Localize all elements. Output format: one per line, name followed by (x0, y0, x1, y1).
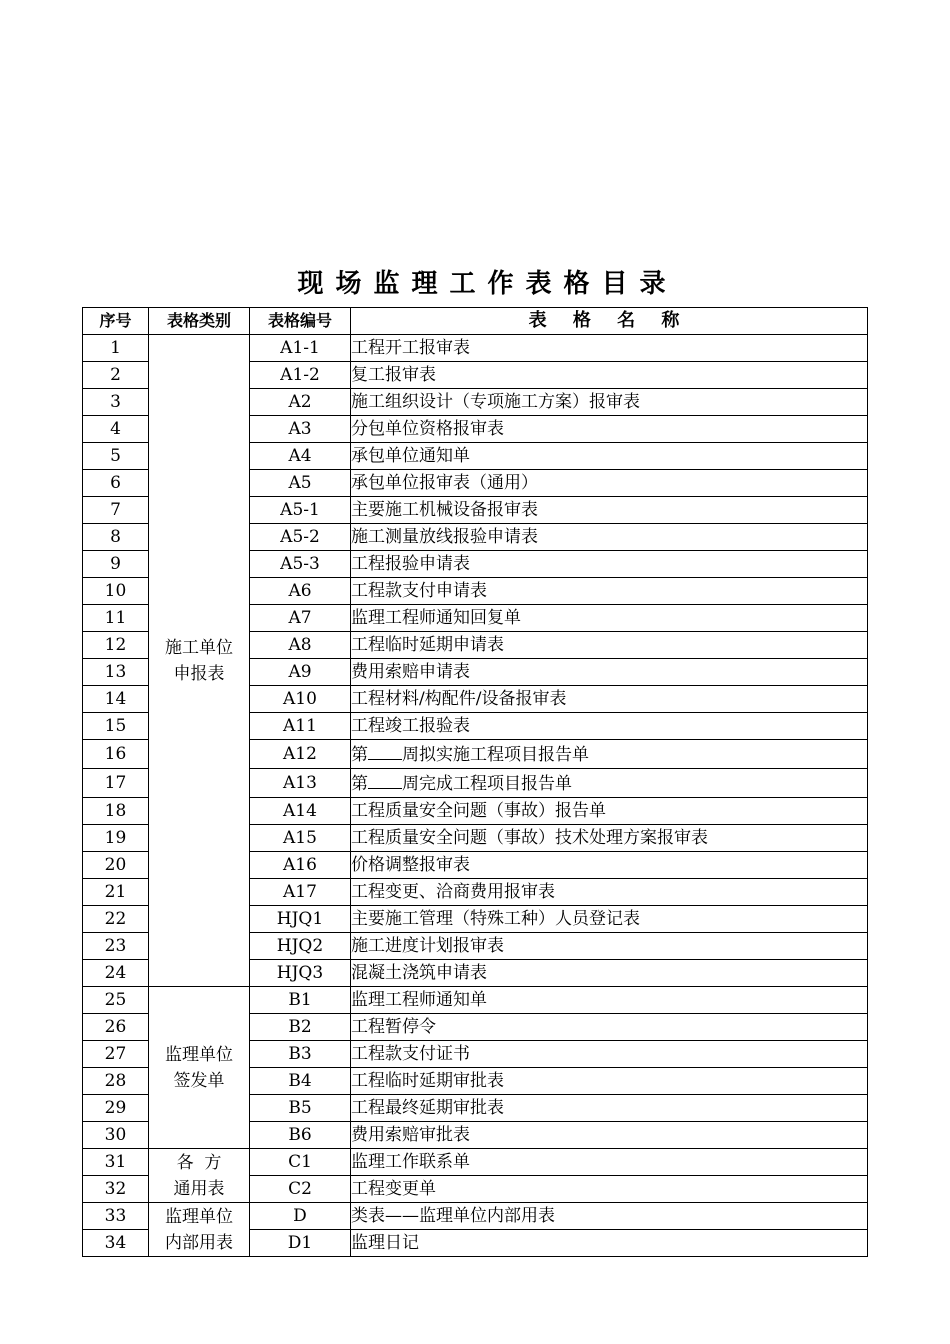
row-seq: 33 (83, 1203, 149, 1230)
header-category: 表格类别 (149, 308, 250, 335)
row-seq: 28 (83, 1068, 149, 1095)
row-seq: 17 (83, 769, 149, 798)
row-name: 承包单位报审表（通用） (351, 470, 868, 497)
row-name: 工程质量安全问题（事故）技术处理方案报审表 (351, 825, 868, 852)
row-code: B5 (250, 1095, 351, 1122)
row-seq: 15 (83, 713, 149, 740)
row-seq: 2 (83, 362, 149, 389)
category-cell (149, 1149, 250, 1203)
row-seq: 26 (83, 1014, 149, 1041)
row-name-suffix: 周拟实施工程项目报告单 (402, 745, 589, 765)
table-row (83, 335, 868, 362)
row-seq: 34 (83, 1230, 149, 1257)
row-code: B4 (250, 1068, 351, 1095)
row-seq: 1 (83, 335, 149, 362)
row-name-prefix: 第 (351, 745, 368, 765)
row-seq: 22 (83, 906, 149, 933)
row-code: C1 (250, 1149, 351, 1176)
category-line-1: 施工单位 (165, 637, 233, 658)
category-line-2: 申报表 (173, 663, 225, 684)
row-seq: 4 (83, 416, 149, 443)
row-code: A12 (250, 740, 351, 769)
row-name: 监理工作联系单 (351, 1149, 868, 1176)
row-name: 工程款支付证书 (351, 1041, 868, 1068)
row-name: 工程报验申请表 (351, 551, 868, 578)
row-name-suffix: 周完成工程项目报告单 (402, 774, 572, 794)
row-code: B3 (250, 1041, 351, 1068)
row-seq: 32 (83, 1176, 149, 1203)
row-name: 监理日记 (351, 1230, 868, 1257)
header-seq: 序号 (83, 308, 149, 335)
row-name: 工程开工报审表 (351, 335, 868, 362)
header-code: 表格编号 (250, 308, 351, 335)
row-code: A16 (250, 852, 351, 879)
row-code: A8 (250, 632, 351, 659)
row-name-prefix: 第 (351, 774, 368, 794)
row-name: 施工组织设计（专项施工方案）报审表 (351, 389, 868, 416)
row-seq: 20 (83, 852, 149, 879)
table-row (83, 1203, 868, 1230)
row-seq: 9 (83, 551, 149, 578)
row-code: A4 (250, 443, 351, 470)
table-row (83, 987, 868, 1014)
category-line-2: 签发单 (173, 1070, 225, 1091)
row-seq: 12 (83, 632, 149, 659)
row-code: A5-2 (250, 524, 351, 551)
row-seq: 29 (83, 1095, 149, 1122)
row-seq: 8 (83, 524, 149, 551)
row-code: C2 (250, 1176, 351, 1203)
row-code: HJQ2 (250, 933, 351, 960)
row-code: B2 (250, 1014, 351, 1041)
page-title: 现场监理工作表格目录 (297, 269, 678, 299)
category-cell (149, 1203, 250, 1257)
category-line-1: 各 方 (176, 1152, 222, 1173)
fill-in-blank (368, 740, 402, 760)
row-seq: 23 (83, 933, 149, 960)
row-name: 工程质量安全问题（事故）报告单 (351, 798, 868, 825)
category-cell (149, 987, 250, 1149)
row-code: A9 (250, 659, 351, 686)
row-code: A1-1 (250, 335, 351, 362)
row-code: D (250, 1203, 351, 1230)
header-name: 表 格 名 称 (351, 308, 868, 335)
row-name: 监理工程师通知单 (351, 987, 868, 1014)
row-seq: 10 (83, 578, 149, 605)
row-seq: 11 (83, 605, 149, 632)
row-code: B6 (250, 1122, 351, 1149)
row-code: A3 (250, 416, 351, 443)
row-name: 工程临时延期审批表 (351, 1068, 868, 1095)
row-code: A6 (250, 578, 351, 605)
row-code: A10 (250, 686, 351, 713)
row-name: 复工报审表 (351, 362, 868, 389)
row-code: A5 (250, 470, 351, 497)
row-name (351, 740, 868, 769)
row-seq: 7 (83, 497, 149, 524)
row-seq: 14 (83, 686, 149, 713)
row-code: A14 (250, 798, 351, 825)
row-name: 承包单位通知单 (351, 443, 868, 470)
row-name: 费用索赔审批表 (351, 1122, 868, 1149)
row-code: A13 (250, 769, 351, 798)
row-seq: 3 (83, 389, 149, 416)
row-name: 监理工程师通知回复单 (351, 605, 868, 632)
row-name: 工程款支付申请表 (351, 578, 868, 605)
row-seq: 13 (83, 659, 149, 686)
row-name: 费用索赔申请表 (351, 659, 868, 686)
row-code: A1-2 (250, 362, 351, 389)
row-name: 价格调整报审表 (351, 852, 868, 879)
row-name: 分包单位资格报审表 (351, 416, 868, 443)
row-seq: 6 (83, 470, 149, 497)
row-name: 工程变更、洽商费用报审表 (351, 879, 868, 906)
row-code: A5-3 (250, 551, 351, 578)
row-name: 类表——监理单位内部用表 (351, 1203, 868, 1230)
row-seq: 5 (83, 443, 149, 470)
row-seq: 16 (83, 740, 149, 769)
row-seq: 30 (83, 1122, 149, 1149)
row-code: HJQ3 (250, 960, 351, 987)
fill-in-blank (368, 769, 402, 789)
row-name: 工程暂停令 (351, 1014, 868, 1041)
row-seq: 31 (83, 1149, 149, 1176)
row-code: A11 (250, 713, 351, 740)
row-seq: 24 (83, 960, 149, 987)
row-name: 施工测量放线报验申请表 (351, 524, 868, 551)
row-code: HJQ1 (250, 906, 351, 933)
row-name: 工程变更单 (351, 1176, 868, 1203)
row-code: B1 (250, 987, 351, 1014)
row-seq: 21 (83, 879, 149, 906)
table-body (83, 335, 868, 1257)
row-name: 主要施工管理（特殊工种）人员登记表 (351, 906, 868, 933)
category-line-2: 内部用表 (165, 1232, 233, 1253)
row-code: A15 (250, 825, 351, 852)
row-name: 混凝土浇筑申请表 (351, 960, 868, 987)
category-line-1: 监理单位 (165, 1044, 233, 1065)
row-name: 工程最终延期审批表 (351, 1095, 868, 1122)
row-seq: 27 (83, 1041, 149, 1068)
row-seq: 19 (83, 825, 149, 852)
category-cell (149, 335, 250, 987)
row-code: A5-1 (250, 497, 351, 524)
row-name: 工程竣工报验表 (351, 713, 868, 740)
row-name: 施工进度计划报审表 (351, 933, 868, 960)
table-row (83, 1149, 868, 1176)
row-code: A7 (250, 605, 351, 632)
table-header-row (83, 308, 868, 335)
row-name: 主要施工机械设备报审表 (351, 497, 868, 524)
row-name (351, 769, 868, 798)
row-code: A17 (250, 879, 351, 906)
row-seq: 25 (83, 987, 149, 1014)
row-name: 工程材料/构配件/设备报审表 (351, 686, 868, 713)
category-line-2: 通用表 (173, 1178, 225, 1199)
form-catalog-table (82, 307, 868, 1257)
category-line-1: 监理单位 (165, 1206, 233, 1227)
row-code: D1 (250, 1230, 351, 1257)
row-name: 工程临时延期申请表 (351, 632, 868, 659)
row-code: A2 (250, 389, 351, 416)
row-seq: 18 (83, 798, 149, 825)
